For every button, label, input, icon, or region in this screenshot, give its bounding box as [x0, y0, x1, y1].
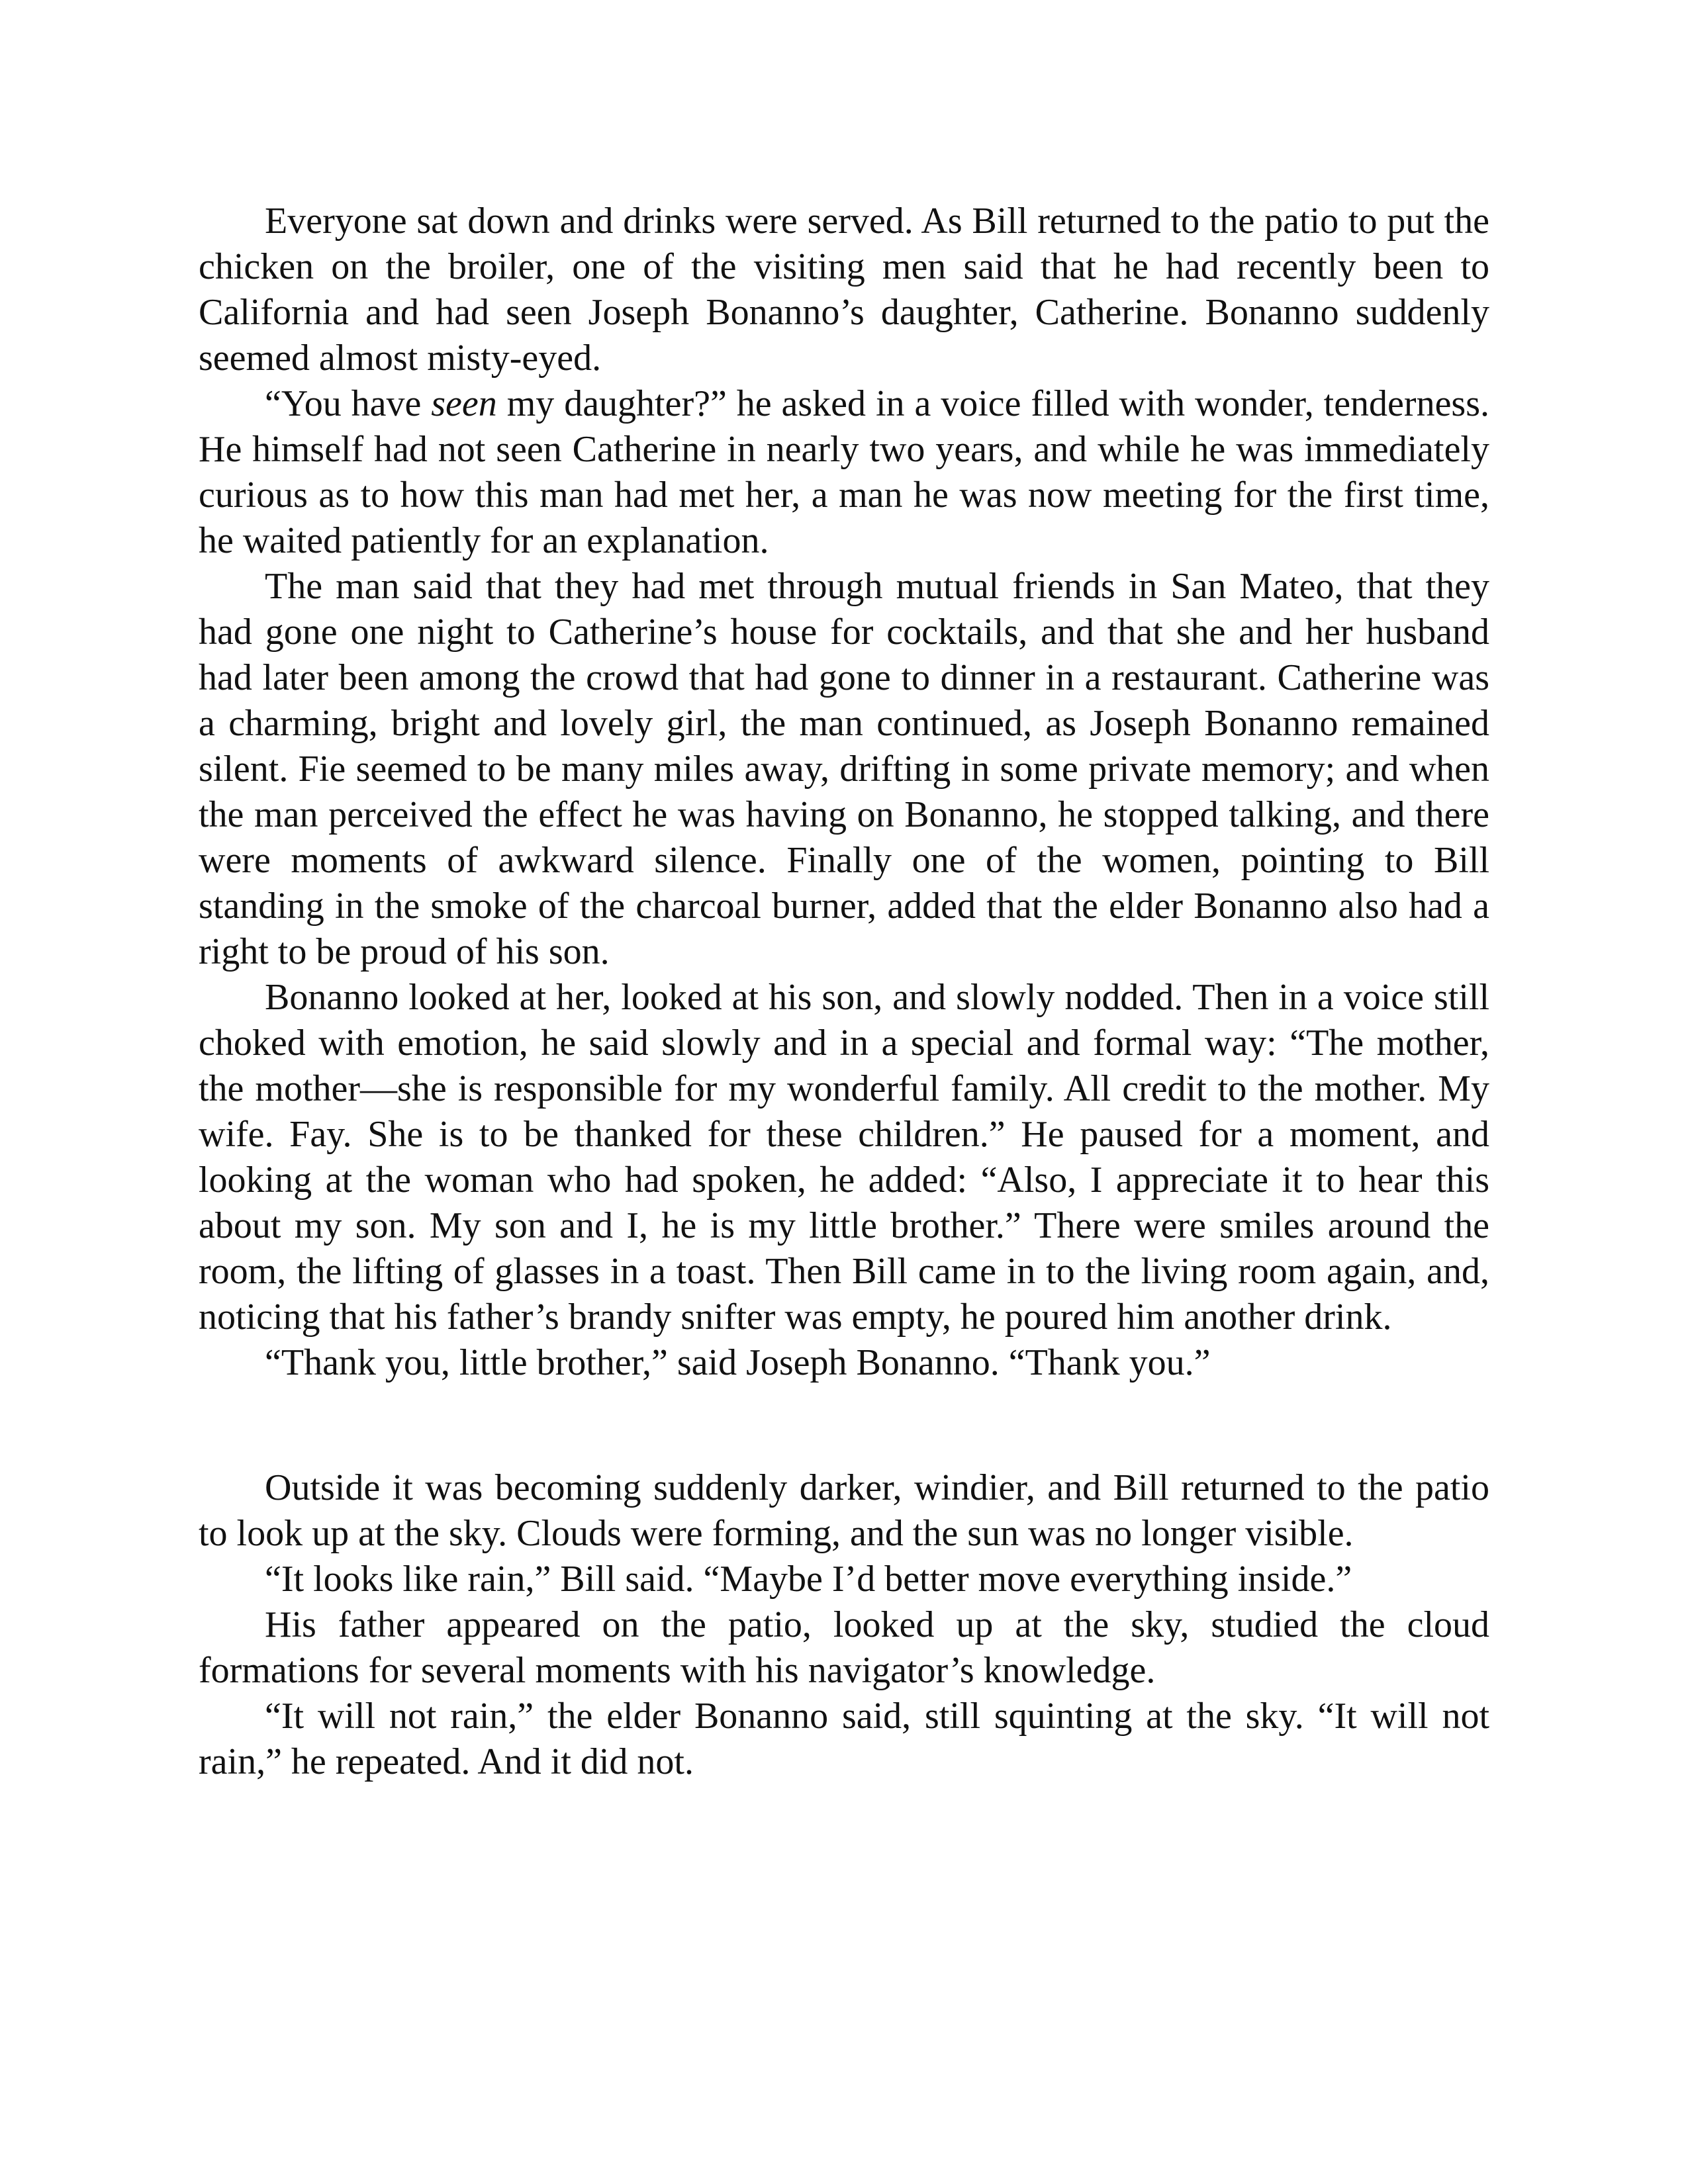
paragraph: “It will not rain,” the elder Bonanno said, still squinting at the sky. “It will not rain,” he repeated. And it did not. [199, 1696, 1489, 1782]
paragraph: “It looks like rain,” Bill said. “Maybe I’d better move everything inside.” [265, 1559, 1352, 1600]
section-break [199, 1386, 1489, 1465]
paragraph: His father appeared on the patio, looked up at the sky, studied the cloud formations for several moments with his navigator’s knowledge. [199, 1604, 1489, 1691]
paragraph: The man said that they had met through mutual friends in San Mateo, that they had gone one night to Catherine’s house for cocktails, and that she and her husband had later been among the crowd that had gone to dinner in a restaurant. Catherine was a charming, bright and lovely girl, the man continued, as Joseph Bonanno remained silent. Fie seemed to be many miles away, drifting in some private memory; and when the man perceived the effect he was having on Bonanno, he stopped talking, and there were moments of awkward silence. Finally one of the women, pointing to Bill standing in the smoke of the charcoal burner, added that the elder Bonanno also had a right to be proud of his son. [199, 566, 1489, 972]
section-1 [199, 199, 1489, 1386]
paragraph: “Thank you, little brother,” said Joseph Bonanno. “Thank you.” [265, 1342, 1211, 1383]
paragraph: Everyone sat down and drinks were served. As Bill returned to the patio to put the chicken on the broiler, one of the visiting men said that he had recently been to California and had seen Joseph Bonanno’s daughter, Catherine. Bonanno suddenly seemed almost misty-eyed. [199, 201, 1489, 379]
emphasis-text: seen [431, 383, 497, 424]
text-span: my daughter?” he asked in a voice filled with wonder, tenderness. He himself had not seen Catherine in nearly two years, and while he was immediately curious as to how this man had met her, a man he was now meeting for the first time, he waited patiently for an explanation. [199, 383, 1490, 561]
paragraph: Bonanno looked at her, looked at his son, and slowly nodded. Then in a voice still choked with emotion, he said slowly and in a special and formal way: “The mother, the mother—she is responsible for my wonderful family. All credit to the mother. My wife. Fay. She is to be thanked for these children.” He paused for a moment, and looking at the woman who had spoken, he added: “Also, I appreciate it to hear this about my son. My son and I, he is my little brother.” There were smiles around the room, the lifting of glasses in a toast. Then Bill came in to the living room again, and, noticing that his father’s brandy snifter was empty, he poured him another drink. [199, 977, 1489, 1338]
paragraph: Outside it was becoming suddenly darker, windier, and Bill returned to the patio to look up at the sky. Clouds were forming, and the sun was no longer visible. [199, 1467, 1489, 1554]
document-page [199, 199, 1489, 1785]
paragraph [199, 381, 1489, 564]
section-2 [199, 1465, 1489, 1785]
text-span: “You have [265, 383, 432, 424]
